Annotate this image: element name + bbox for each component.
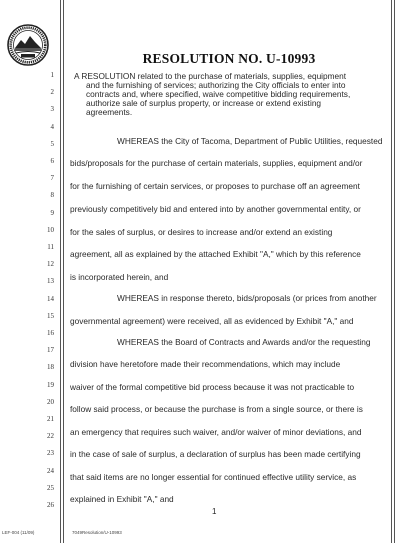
body-line: WHEREAS the City of Tacoma, Department of Public Utilities, requested [117,136,383,146]
page-number: 1 [212,507,217,516]
line-number: 9 [50,208,54,217]
body-line: bids/proposals for the purchase of certain materials, supplies, equipment and/or [70,158,363,168]
body-line: for the sales of surplus, or desires to increase and/or extend an existing [70,227,333,237]
summary-line: authorize sale of surplus property, or increase or extend existing [86,98,322,108]
line-number: 4 [50,122,54,131]
line-number: 25 [47,483,54,492]
body-line: an emergency that requires such waiver, and/or waiver of minor deviations, and [70,427,362,437]
summary-line: agreements. [86,107,133,117]
line-number: 17 [47,346,54,355]
body-line: that said items are no longer essential for continued effective utility service, as [70,472,357,482]
line-number: 2 [50,88,54,97]
line-number: 6 [50,157,54,165]
line-number: 8 [50,191,54,200]
body-line: waiver of the formal competitive bid process because it was not practicable to [70,382,355,392]
line-number: 7 [50,174,54,183]
body-line: for the furnishing of certain services, or proposes to purchase off an agreement [70,181,360,191]
line-number: 16 [47,329,54,337]
line-number: 12 [47,260,54,269]
body-line: WHEREAS in response thereto, bids/proposals (or prices from another [117,293,377,303]
line-number: 14 [47,294,54,303]
right-margin-rule [391,0,392,543]
summary-line: and the furnishing of services; authorizing the City officials to enter into [86,80,346,90]
body-line: WHEREAS the Board of Contracts and Awards and/or the requesting [117,337,371,347]
line-number: 19 [47,380,54,389]
line-number: 1 [50,71,54,79]
right-margin-rule-outer [394,0,395,543]
line-number: 3 [50,105,54,114]
line-number: 26 [47,501,54,509]
line-number: 22 [47,432,54,441]
body-line: is incorporated herein, and [70,272,169,282]
line-number: 15 [47,311,54,320]
city-seal-icon [7,24,49,66]
line-number: 23 [47,449,54,458]
body-line: governmental agreement) were received, all as evidenced by Exhibit "A," and [70,316,354,326]
line-number: 21 [47,415,54,423]
line-number: 11 [47,243,54,251]
body-line: division have heretofore made their recommendations, which may include [70,359,341,369]
body-line: in the case of sale of surplus, a declaration of surplus has been made certifying [70,449,361,459]
summary-line: A RESOLUTION related to the purchase of materials, supplies, equipment [74,71,347,81]
form-id: LEF-004 (11/09) [2,530,35,535]
left-margin-rule-inner [63,0,64,543]
body-line: previously competitively bid and entered into by another governmental entity, or [70,204,361,214]
body-line: follow said process, or because the purchase is from a single source, or there is [70,404,363,414]
left-margin-rule [60,0,61,543]
line-number: 24 [47,466,54,475]
body-line: explained in Exhibit "A," and [70,494,174,504]
summary-line: contracts and, where specified, waive competitive bidding requirements, [86,89,351,99]
line-number: 20 [47,397,54,406]
line-number: 5 [50,139,54,148]
line-number: 18 [47,363,54,372]
line-number: 13 [47,277,54,286]
body-line: agreement, all as explained by the attached Exhibit "A," which by this reference [70,249,361,259]
document-reference: 7049Resolution/U-10993 [72,530,122,535]
resolution-title: RESOLUTION NO. U-10993 [142,51,316,66]
line-number: 10 [47,225,54,234]
